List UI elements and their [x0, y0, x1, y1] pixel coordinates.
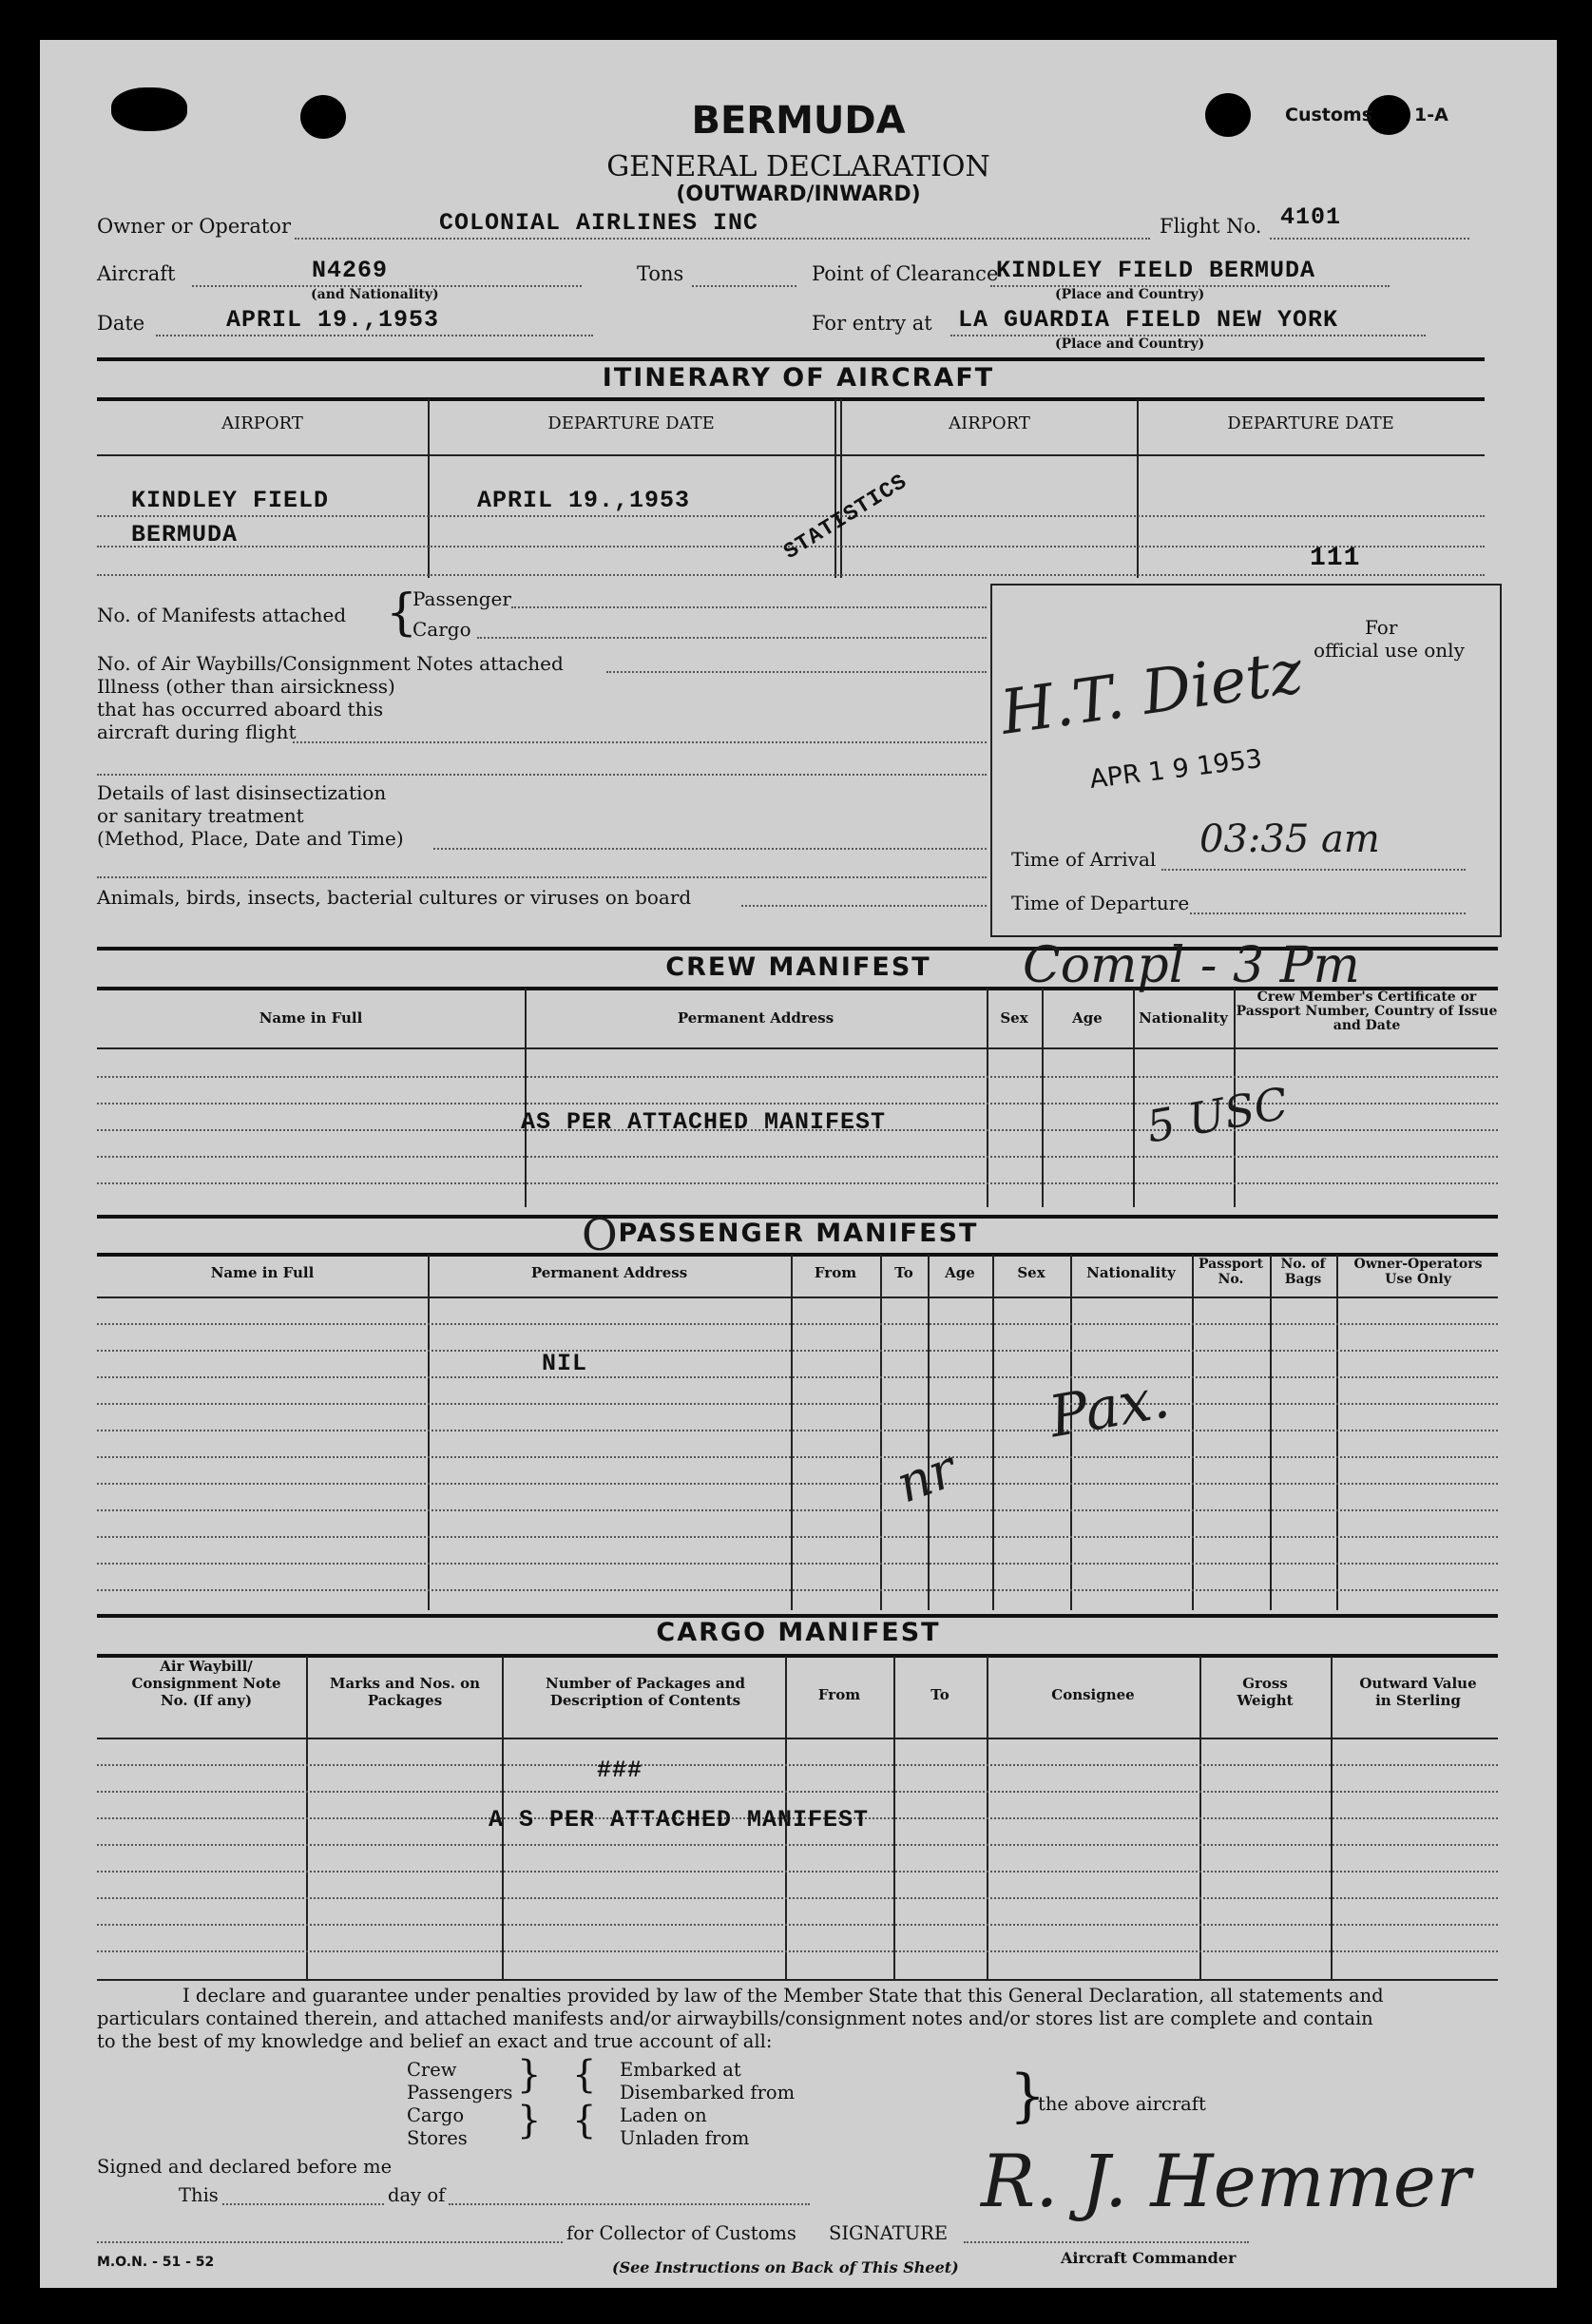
itin-number: 111	[1310, 544, 1361, 573]
crew-col-address: Permanent Address	[677, 1009, 834, 1027]
crew-heading: CREW MANIFEST	[665, 952, 931, 982]
waybills-label: No. of Air Waybills/Consignment Notes attached	[97, 652, 564, 675]
passenger-value: NIL	[542, 1350, 588, 1377]
arrival-label: Time of Arrival	[1011, 848, 1157, 871]
cargo-mark: ###	[597, 1757, 643, 1784]
itin-col-date-2: DEPARTURE DATE	[1227, 413, 1394, 433]
decl-commander: Aircraft Commander	[1061, 2249, 1237, 2267]
crew-col-age: Age	[1072, 1009, 1103, 1027]
declaration-line2: particulars contained therein, and attached manifests and/or airwaybills/consignment notes and/or stores list are complete and contain	[97, 2007, 1373, 2029]
entry-label: For entry at	[812, 312, 932, 335]
flight-label: Flight No.	[1160, 215, 1262, 238]
crew-col-nationality: Nationality	[1139, 1009, 1228, 1027]
itinerary-heading: ITINERARY OF AIRCRAFT	[602, 363, 995, 393]
entry-value: LA GUARDIA FIELD NEW YORK	[958, 306, 1339, 334]
crew-note: AS PER ATTACHED MANIFEST	[521, 1108, 887, 1136]
crew-col-name: Name in Full	[259, 1009, 363, 1027]
illness-line1: Illness (other than airsickness)	[97, 675, 395, 698]
disinsect-line3: (Method, Place, Date and Time)	[97, 827, 404, 850]
crew-col-sex: Sex	[1000, 1009, 1028, 1027]
official-signature: H.T. Dietz	[996, 637, 1307, 749]
decl-crew: Crew	[407, 2059, 457, 2081]
itin-airport-line1: KINDLEY FIELD	[131, 487, 330, 514]
itin-col-airport-2: AIRPORT	[949, 413, 1030, 433]
date-label: Date	[97, 312, 145, 335]
commander-signature: R. J. Hemmer	[981, 2139, 1471, 2223]
direction-label: (OUTWARD/INWARD)	[676, 182, 921, 206]
cargo-col-value: Outward Value in Sterling	[1359, 1675, 1477, 1709]
pax-col-age: Age	[945, 1264, 975, 1281]
passenger-hand-1: Pax.	[1044, 1364, 1175, 1451]
cargo-col-packages: Number of Packages and Description of Contents	[546, 1675, 745, 1709]
decl-signature-label: SIGNATURE	[829, 2222, 949, 2244]
decl-cargo: Cargo	[407, 2104, 465, 2126]
statistics-stamp: STATISTICS	[779, 469, 912, 566]
decl-laden: Laden on	[620, 2104, 707, 2126]
declaration-sheet: BERMUDA GENERAL DECLARATION (OUTWARD/INWARD) Customs 1-A Owner or Operator COLONIAL AIRLINES INC Flight No. 4101 Aircraft N4269 (and Nationality) Tons Point of Clearance KINDLEY FIELD BERMUDA (Place and Country) Date APRIL 19.,1953 For entry at LA GUARDIA FIELD NEW YORK (Place and Country) ITINERARY OF AIRCRAFT AIRPORT DEPARTURE DATE AIRPORT DEPARTURE DATE KINDLEY FIELD BERMUDA APRIL 19.,1953 STATISTICS 111 No. of Manifests attached { Passenger Cargo No. of Air Waybills/Consignment Notes attached Illness (other than airsickness) that has occurred aboard this aircraft during flight Details of last disinsectization or sanitary treatment (Method, Place, Date and Time) Animals, birds, insects, bacterial cultures or viruses on board For official use only H.T. Dietz APR 1 9 1953 Time of Arrival 03:35 am Time of Departure CREW MANIFEST Compl - 3 Pm Name in Full Permanent Address Sex Age Nationality Crew Member's Certificate or Passport Number, Country of Issue and Date AS PER ATTACHED MANIFEST 5 USC O PASSENGER MANIFEST Name in Full Permanent Address From To Age Sex Nationality Passport No. No. of Bags Owner-Operators Use Only NIL Pax. nr CARGO MANIFEST Air Waybill/ Consignment Note No. (If any) Marks and Nos. on Packages Number of Packages and Description of Contents From To Consignee Gross Weight Outward Value in Sterling ### A S PER ATTACHED MANIFEST I declare and guarantee under penalties provided by law of the Member State that this General Declaration, all statements and particulars contained therein, and attached manifests and/or airwaybills/consignment notes and/or stores list are complete and contain to the best of my knowledge and belief an exact and true account of all: Crew Passengers } Cargo Stores } { { Embarked at Disembarked from Laden on Unladen from } the above aircraft Signed and declared before me This day of for Collector of Customs SIGNATURE R. J. Hemmer Aircraft Commander M.O.N. - 51 - 52 (See Instructions on Back of This Sheet)	[40, 40, 1557, 2288]
decl-this: This	[179, 2184, 219, 2206]
page-title: BERMUDA	[691, 99, 906, 143]
pax-col-from: From	[814, 1264, 857, 1281]
date-value: APRIL 19.,1953	[226, 306, 440, 334]
crew-hand-note: 5 USC	[1142, 1077, 1292, 1153]
passenger-manifests-label: Passenger	[412, 587, 511, 610]
decl-embarked: Embarked at	[620, 2059, 741, 2081]
page-subtitle: GENERAL DECLARATION	[606, 150, 990, 183]
pax-col-passport: Passport No.	[1199, 1257, 1263, 1287]
manifests-label: No. of Manifests attached	[97, 604, 347, 626]
cargo-col-marks: Marks and Nos. on Packages	[329, 1675, 481, 1709]
tons-label: Tons	[637, 262, 684, 285]
clearance-value: KINDLEY FIELD BERMUDA	[996, 257, 1316, 284]
passenger-heading: PASSENGER MANIFEST	[618, 1219, 979, 1248]
itin-airport-line2: BERMUDA	[131, 521, 239, 548]
cargo-heading: CARGO MANIFEST	[656, 1618, 941, 1647]
cargo-col-waybill: Air Waybill/ Consignment Note No. (If any)	[131, 1658, 281, 1709]
owner-label: Owner or Operator	[97, 215, 291, 238]
official-for-label: For	[1365, 616, 1398, 639]
departure-label: Time of Departure	[1011, 892, 1190, 914]
decl-signed: Signed and declared before me	[97, 2156, 393, 2178]
itin-departure-date: APRIL 19.,1953	[477, 487, 691, 514]
decl-collector: for Collector of Customs	[566, 2222, 796, 2244]
cargo-col-to: To	[930, 1686, 949, 1703]
decl-stores: Stores	[407, 2127, 468, 2149]
animals-label: Animals, birds, insects, bacterial cultures or viruses on board	[97, 886, 692, 909]
entry-note: (Place and Country)	[1055, 336, 1205, 352]
pax-col-bags: No. of Bags	[1280, 1257, 1326, 1287]
footer-instructions: (See Instructions on Back of This Sheet)	[612, 2258, 959, 2276]
pax-col-sex: Sex	[1017, 1264, 1045, 1281]
customs-ref-suffix: 1-A	[1414, 105, 1448, 125]
official-date-stamp: APR 1 9 1953	[1087, 744, 1264, 795]
passenger-hand-2: nr	[889, 1438, 964, 1515]
footer-code: M.O.N. - 51 - 52	[97, 2255, 215, 2270]
customs-ref: Customs	[1285, 105, 1373, 125]
arrival-value: 03:35 am	[1199, 817, 1380, 861]
cargo-col-from: From	[817, 1686, 861, 1703]
crew-annotation: Compl - 3 Pm	[1023, 937, 1360, 994]
crew-col-certificate: Crew Member's Certificate or Passport Number, Country of Issue and Date	[1236, 989, 1498, 1033]
aircraft-label: Aircraft	[97, 262, 176, 285]
clearance-note: (Place and Country)	[1055, 287, 1205, 302]
cargo-col-consignee: Consignee	[1051, 1686, 1135, 1703]
decl-disembarked: Disembarked from	[620, 2082, 796, 2103]
declaration-line1: I declare and guarantee under penalties provided by law of the Member State that this General Declaration, all statements and	[182, 1985, 1384, 2007]
pax-col-nationality: Nationality	[1086, 1264, 1176, 1281]
declaration-line3: to the best of my knowledge and belief an exact and true account of all:	[97, 2030, 773, 2052]
cargo-col-weight: Gross Weight	[1237, 1675, 1294, 1709]
official-use-label: official use only	[1314, 639, 1465, 662]
itin-col-date-1: DEPARTURE DATE	[547, 413, 715, 433]
aircraft-value: N4269	[312, 257, 389, 284]
decl-day-of: day of	[388, 2184, 446, 2206]
pax-col-name: Name in Full	[210, 1264, 315, 1281]
decl-above: the above aircraft	[1038, 2093, 1206, 2115]
itin-col-airport-1: AIRPORT	[221, 413, 303, 433]
disinsect-line2: or sanitary treatment	[97, 804, 304, 827]
disinsect-line1: Details of last disinsectization	[97, 781, 387, 804]
illness-line2: that has occurred aboard this	[97, 698, 384, 720]
passenger-mark: O	[582, 1209, 618, 1260]
pax-col-to: To	[894, 1264, 913, 1281]
pax-col-owner: Owner-Operators Use Only	[1353, 1257, 1483, 1287]
decl-passengers: Passengers	[407, 2082, 513, 2103]
cargo-note: A S PER ATTACHED MANIFEST	[489, 1806, 870, 1834]
cargo-manifests-label: Cargo	[412, 618, 471, 641]
pax-col-address: Permanent Address	[530, 1264, 688, 1281]
illness-line3: aircraft during flight	[97, 720, 297, 743]
clearance-label: Point of Clearance	[812, 262, 999, 285]
flight-value: 4101	[1280, 203, 1342, 231]
owner-value: COLONIAL AIRLINES INC	[439, 209, 759, 237]
aircraft-note: (and Nationality)	[311, 287, 439, 302]
decl-unladen: Unladen from	[620, 2127, 750, 2149]
